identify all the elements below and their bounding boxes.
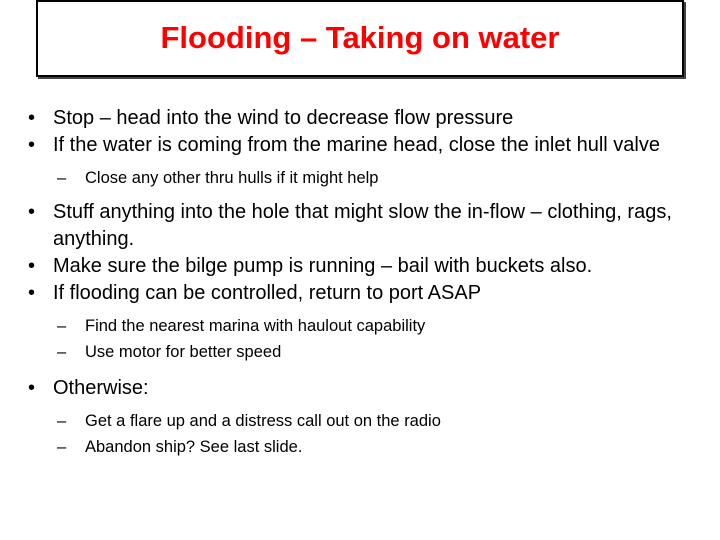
bullet-marker: • [28, 255, 36, 277]
bullet-text: Stop – head into the wind to decrease flow pressure [53, 107, 514, 129]
title-box [36, 0, 684, 77]
bullet-marker: • [28, 201, 36, 223]
sub-bullet-item [28, 313, 688, 339]
bullet-text: Stuff anything into the hole that might slow the in-flow – clothing, rags, anything. [53, 201, 672, 250]
bullet-marker: • [28, 134, 36, 156]
sub-bullet-item [28, 339, 688, 365]
slide-title: Flooding – Taking on water [160, 20, 560, 55]
sub-bullet-marker: – [57, 169, 67, 187]
sub-bullet-item [28, 165, 688, 191]
bullet-text: If the water is coming from the marine head, close the inlet hull valve [53, 134, 660, 156]
sub-bullet-item [28, 408, 688, 434]
sub-bullet-marker: – [57, 438, 67, 456]
bullet-marker: • [28, 107, 36, 129]
sub-bullet-text: Find the nearest marina with haulout capability [85, 317, 426, 335]
bullet-text: Make sure the bilge pump is running – bail with buckets also. [53, 255, 593, 277]
bullet-item [28, 375, 688, 402]
bullet-item [28, 199, 688, 253]
bullet-list [28, 105, 688, 460]
bullet-text: Otherwise: [53, 377, 149, 399]
bullet-item [28, 253, 688, 280]
sub-bullet-marker: – [57, 343, 67, 361]
bullet-item [28, 105, 688, 132]
sub-bullet-text: Abandon ship? See last slide. [85, 438, 303, 456]
bullet-marker: • [28, 377, 36, 399]
bullet-text: If flooding can be controlled, return to port ASAP [53, 282, 482, 304]
sub-bullet-text: Get a flare up and a distress call out on the radio [85, 412, 441, 430]
sub-bullet-text: Close any other thru hulls if it might help [85, 169, 379, 187]
bullet-item [28, 280, 688, 307]
sub-bullet-marker: – [57, 317, 67, 335]
bullet-marker: • [28, 282, 36, 304]
bullet-item [28, 132, 688, 159]
sub-bullet-text: Use motor for better speed [85, 343, 282, 361]
sub-bullet-marker: – [57, 412, 67, 430]
sub-bullet-item [28, 434, 688, 460]
